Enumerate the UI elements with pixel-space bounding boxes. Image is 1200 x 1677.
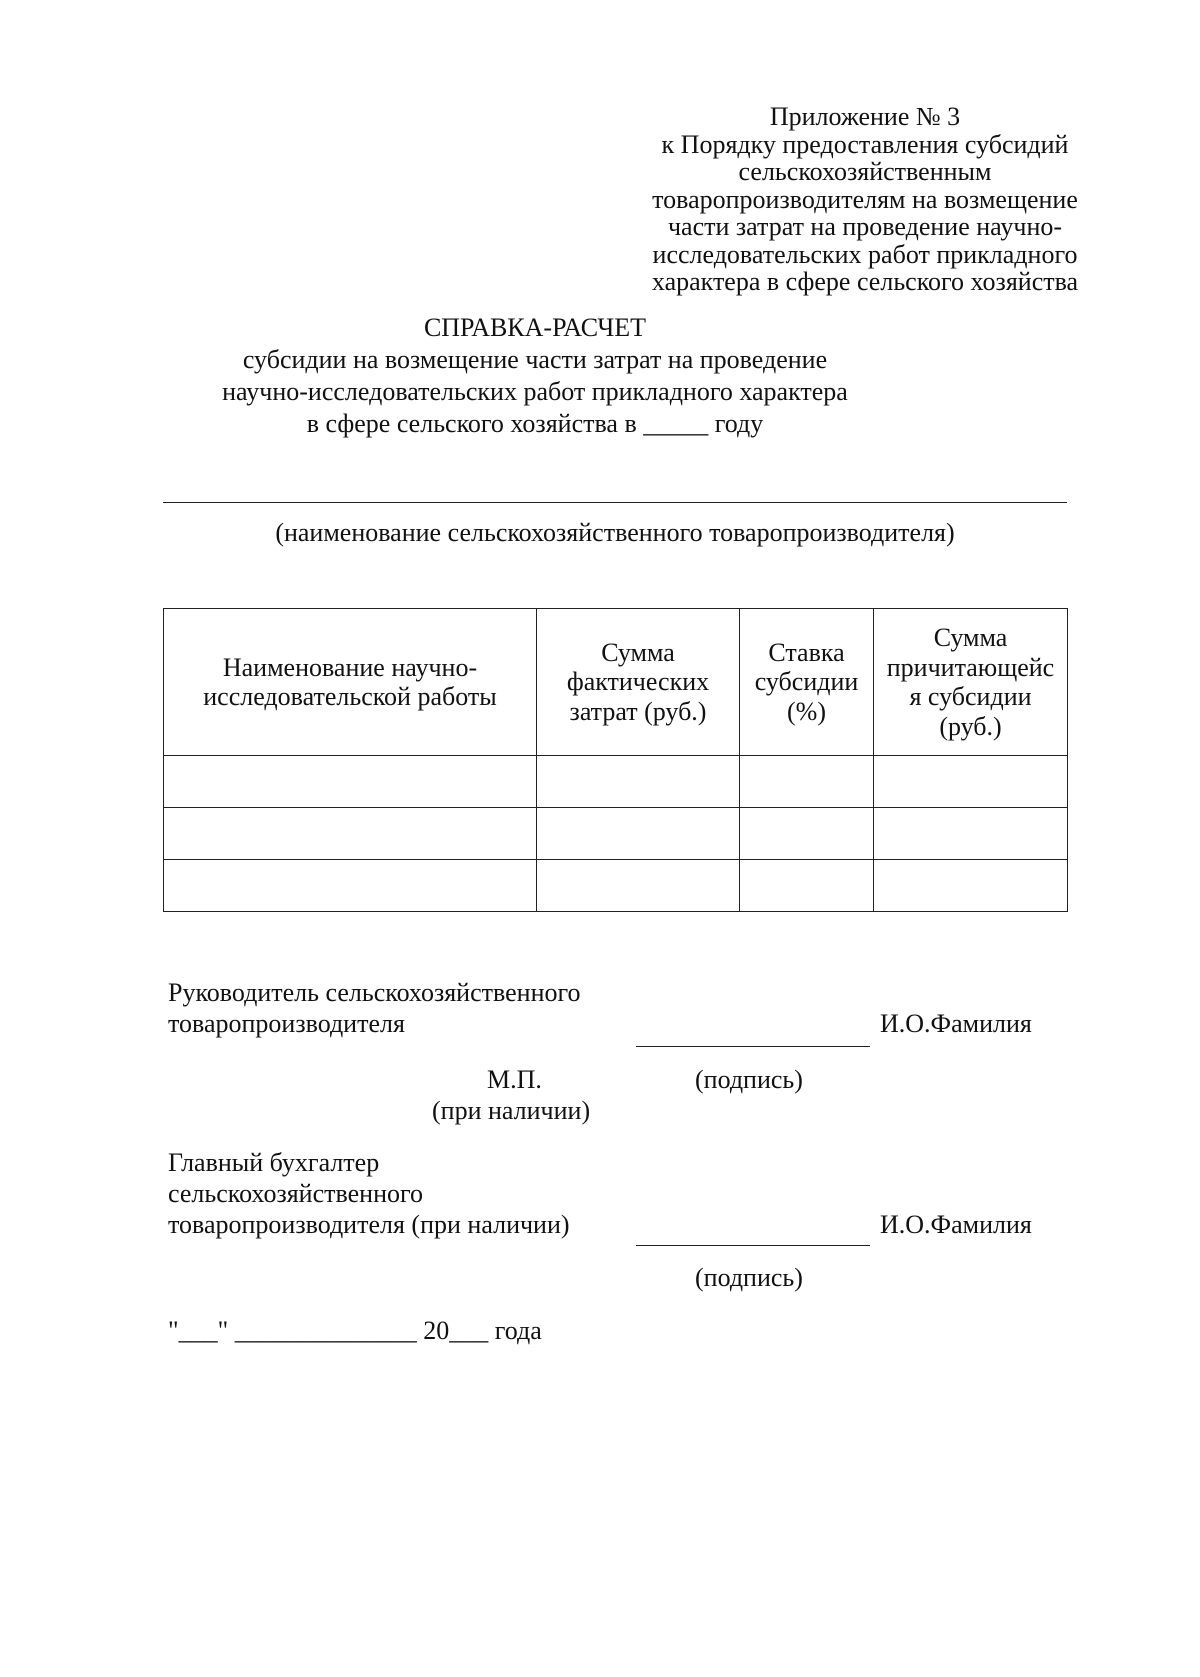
document-subtitle-line: субсидии на возмещение части затрат на проведение xyxy=(242,345,828,374)
table-cell[interactable] xyxy=(164,860,537,912)
document-title-block xyxy=(170,312,900,440)
head-title-line2: товаропроизводителя xyxy=(168,1009,405,1038)
table-cell[interactable] xyxy=(537,808,740,860)
appendix-line: товаропроизводителям на возмещение xyxy=(652,184,1078,214)
stamp-label: М.П. xyxy=(487,1065,542,1094)
table-header-row xyxy=(164,609,1068,756)
accountant-signature-line[interactable] xyxy=(636,1245,870,1246)
table-cell[interactable] xyxy=(740,860,874,912)
header-subsidy-rate: Ставка субсидии (%) xyxy=(740,609,874,756)
head-signature-line[interactable] xyxy=(636,1046,870,1047)
table-cell[interactable] xyxy=(874,756,1068,808)
accountant-title-line2: сельскохозяйственного xyxy=(168,1179,423,1208)
table-cell[interactable] xyxy=(874,860,1068,912)
appendix-block xyxy=(600,103,1130,296)
appendix-line: исследовательских работ прикладного xyxy=(652,239,1078,269)
producer-name-line xyxy=(163,502,1067,503)
date-line[interactable]: "___" ______________ 20___ года xyxy=(168,1316,542,1345)
table-cell[interactable] xyxy=(537,860,740,912)
head-name: И.О.Фамилия xyxy=(880,1009,1032,1038)
table-cell[interactable] xyxy=(740,808,874,860)
stamp-note: (при наличии) xyxy=(432,1096,591,1125)
appendix-line: характера в сфере сельского хозяйства xyxy=(651,267,1079,296)
header-actual-costs: Сумма фактических затрат (руб.) xyxy=(537,609,740,756)
signature-label: (подпись) xyxy=(695,1065,803,1094)
table-row xyxy=(164,756,1068,808)
appendix-line: части затрат на проведение научно- xyxy=(667,212,1063,241)
header-research-name: Наименование научно- исследовательской работы xyxy=(164,609,537,756)
table-cell[interactable] xyxy=(740,756,874,808)
document-heading: СПРАВКА-РАСЧЕТ xyxy=(423,313,647,342)
appendix-line: к Порядку предоставления субсидий xyxy=(661,129,1069,159)
table-cell[interactable] xyxy=(537,756,740,808)
header-subsidy-amount: Сумма причитающейс я субсидии (руб.) xyxy=(874,609,1068,756)
head-title-line1: Руководитель сельскохозяйственного xyxy=(168,978,581,1007)
accountant-name: И.О.Фамилия xyxy=(880,1210,1032,1239)
document-subtitle-line: в сфере сельского хозяйства в _____ году xyxy=(306,409,764,438)
accountant-title-line1: Главный бухгалтер xyxy=(168,1148,380,1177)
table-row xyxy=(164,860,1068,912)
table-cell[interactable] xyxy=(874,808,1068,860)
table-cell[interactable] xyxy=(164,808,537,860)
table-cell[interactable] xyxy=(164,756,537,808)
signature-label-2: (подпись) xyxy=(695,1263,803,1292)
document-subtitle-line: научно-исследовательских работ прикладного характера xyxy=(222,377,848,406)
producer-caption: (наименование сельскохозяйственного товаропроизводителя) xyxy=(275,518,955,547)
subsidy-table xyxy=(163,608,1068,912)
appendix-line: сельскохозяйственным xyxy=(738,157,992,186)
accountant-title-line3: товаропроизводителя (при наличии) xyxy=(168,1210,570,1239)
table-row xyxy=(164,808,1068,860)
appendix-line: Приложение № 3 xyxy=(769,102,961,131)
